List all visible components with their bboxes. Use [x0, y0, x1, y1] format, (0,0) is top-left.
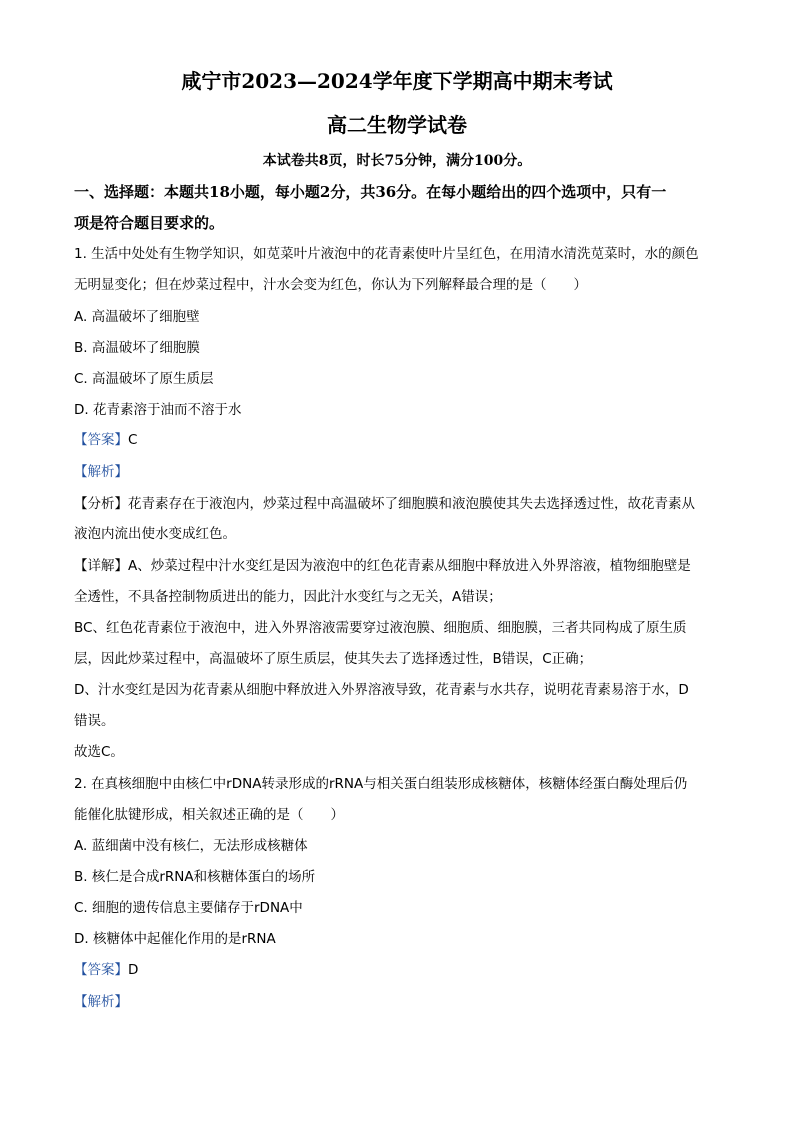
analysis-tag: 【解析】 [74, 994, 128, 1010]
fenxi-text: 花青素存在于液泡内，炒菜过程中高温破坏了细胞膜和液泡膜使其失去选择透过性，故花青素从 [128, 496, 695, 512]
q1-xiangjie-line4: 层，因此炒菜过程中，高温破坏了原生质层，使其失去了选择透过性，B错误，C正确； [74, 651, 593, 667]
q2-option-d: D. 核糖体中起催化作用的是rRNA [74, 931, 276, 947]
q1-fenxi-cont: 液泡内流出使水变成红色。 [74, 526, 236, 542]
q2-analysis-tag [74, 992, 724, 1012]
q1-option-a: A. 高温破坏了细胞壁 [74, 309, 200, 325]
fenxi-tag: 【分析】 [74, 496, 128, 512]
q1-answer [74, 430, 724, 450]
q2-stem: 2. 在真核细胞中由核仁中rDNA转录形成的rRNA与相关蛋白组装形成核糖体，核糖体经蛋白酶处理后仍 [74, 776, 688, 792]
q1-stem: 1. 生活中处处有生物学知识，如苋菜叶片液泡中的花青素使叶片呈红色，在用清水清洗苋菜时，水的颜色 [74, 246, 699, 262]
exam-title: 咸宁市2023—2024学年度下学期高中期末考试 [181, 69, 613, 93]
q1-analysis-tag [74, 462, 724, 482]
q2-option-a: A. 蓝细菌中没有核仁，无法形成核糖体 [74, 838, 308, 854]
exam-subject-title: 高二生物学试卷 [327, 113, 467, 137]
answer-tag: 【答案】 [74, 432, 128, 448]
q1-option-c: C. 高温破坏了原生质层 [74, 371, 214, 387]
q2-answer [74, 960, 724, 980]
xiangjie-text: A、炒菜过程中汁水变红是因为液泡中的红色花青素从细胞中释放进入外界溶液，植物细胞壁是 [128, 558, 691, 574]
xiangjie-tag: 【详解】 [74, 558, 128, 574]
q2-stem-cont: 能催化肽键形成，相关叙述正确的是（ ） [74, 807, 344, 823]
section-heading: 一、选择题：本题共18小题，每小题2分，共36分。在每小题给出的四个选项中，只有一 [74, 183, 667, 201]
analysis-tag: 【解析】 [74, 464, 128, 480]
q1-xiangjie [74, 556, 724, 576]
q1-xiangjie-line6: 错误。 [74, 713, 115, 729]
q1-fenxi [74, 494, 724, 514]
section-heading-cont: 项是符合题目要求的。 [74, 214, 225, 232]
answer-value: D [128, 962, 139, 978]
q1-conclusion: 故选C。 [74, 744, 124, 760]
answer-value: C [128, 432, 138, 448]
q2-option-c: C. 细胞的遗传信息主要储存于rDNA中 [74, 900, 303, 916]
q1-option-d: D. 花青素溶于油而不溶于水 [74, 402, 242, 418]
q1-option-b: B. 高温破坏了细胞膜 [74, 340, 200, 356]
exam-info: 本试卷共8页，时长75分钟，满分100分。 [262, 153, 532, 169]
q1-xiangjie-line3: BC、红色花青素位于液泡中，进入外界溶液需要穿过液泡膜、细胞质、细胞膜，三者共同构成了原生质 [74, 620, 687, 636]
q1-stem-cont: 无明显变化；但在炒菜过程中，汁水会变为红色，你认为下列解释最合理的是（ ） [74, 277, 587, 293]
answer-tag: 【答案】 [74, 962, 128, 978]
q1-xiangjie-line2: 全透性，不具备控制物质进出的能力，因此汁水变红与之无关，A错误； [74, 589, 502, 605]
q2-option-b: B. 核仁是合成rRNA和核糖体蛋白的场所 [74, 869, 316, 885]
q1-xiangjie-line5: D、汁水变红是因为花青素从细胞中释放进入外界溶液导致，花青素与水共存，说明花青素易溶于水，D [74, 682, 689, 698]
